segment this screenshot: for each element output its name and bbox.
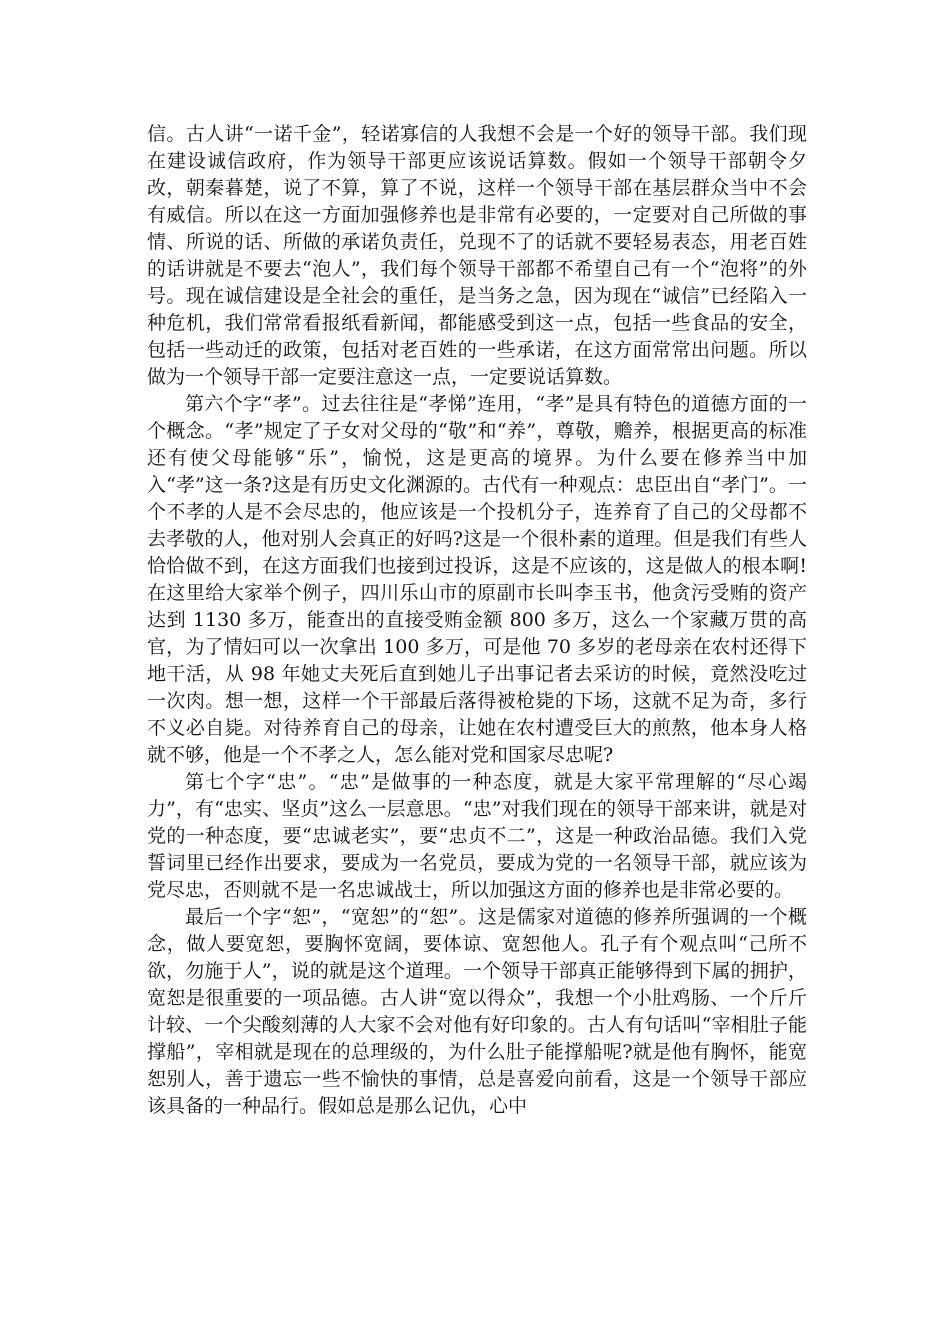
paragraph-filial-piety: 第六个字“孝”。过去往往是“孝悌”连用，“孝”是具有特色的道德方面的一个概念。“孝”规定了子女对父母的“敬”和“养”，尊敬，赡养，根据更高的标准还有使父母能够“乐”，愉悦，这是更高的境界。为什么要在修养当中加入“孝”这一条?这是有历史文化渊源的。古代有一种观点：忠臣出自“孝门”。一个不孝的人是不会尽忠的，他应该是一个投机分子，连养育了自己的父母都不去孝敬的人，他对别人会真正的好吗?这是一个很朴素的道理。但是我们有些人恰恰做不到，在这方面我们也接到过投诉，这是不应该的，这是做人的根本啊!在这里给大家举个例子，四川乐山市的原副市长叫李玉书，他贪污受贿的资产达到 1130 多万，能查出的直接受贿金额 800 多万，这么一个家藏万贯的高官，为了情妇可以一次拿出 100 多万，可是他 70 多岁的老母亲在农村还得下地干活，从 98 年她丈夫死后直到她儿子出事记者去采访的时候，竟然没吃过一次肉。想一想，这样一个干部最后落得被枪毙的下场，这就不足为奇，多行不义必自毙。对待养育自己的母亲，让她在农村遭受巨大的煎熬，他本身人格就不够，他是一个不孝之人，怎么能对党和国家尽忠呢?: [147, 393, 807, 766]
paragraph-loyalty: 第七个字“忠”。“忠”是做事的一种态度，就是大家平常理解的“尽心竭力”，有“忠实、坚贞”这么一层意思。“忠”对我们现在的领导干部来讲，就是对党的一种态度，要“忠诚老实”，要“忠贞不二”，这是一种政治品德。我们入党誓词里已经作出要求，要成为一名党员，要成为党的一名领导干部，就应该为党尽忠，否则就不是一名忠诚战士，所以加强这方面的修养也是非常必要的。: [147, 771, 807, 901]
paragraph-forgiveness: 最后一个字“恕”，“宽恕”的“恕”。这是儒家对道德的修养所强调的一个概念，做人要宽恕，要胸怀宽阔，要体谅、宽恕他人。孔子有个观点叫“己所不欲，勿施于人”，说的就是这个道理。一个领导干部真正能够得到下属的拥护，宽恕是很重要的一项品德。古人讲“宽以得众”，我想一个小肚鸡肠、一个斤斤计较、一个尖酸刻薄的人大家不会对他有好印象的。古人有句话叫“宰相肚子能撑船”，宰相就是现在的总理级的，为什么肚子能撑船呢?就是他有胸怀，能宽恕别人，善于遗忘一些不愉快的事情，总是喜爱向前看，这是一个领导干部应该具备的一种品行。假如总是那么记仇，心中: [147, 906, 807, 1117]
paragraph-honesty: 信。古人讲“一诺千金”，轻诺寡信的人我想不会是一个好的领导干部。我们现在建设诚信政府，作为领导干部更应该说话算数。假如一个领导干部朝令夕改，朝秦暮楚，说了不算，算了不说，这样一个领导干部在基层群众当中不会有威信。所以在这一方面加强修养也是非常有必要的，一定要对自己所做的事情、所说的话、所做的承诺负责任，兑现不了的话就不要轻易表态，用老百姓的话讲就是不要去“泡人”，我们每个领导干部都不希望自己有一个“泡将”的外号。现在诚信建设是全社会的重任，是当务之急，因为现在“诚信”已经陷入一种危机，我们常常看报纸看新闻，都能感受到这一点，包括一些食品的安全，包括一些动迁的政策，包括对老百姓的一些承诺，在这方面常常出问题。所以做为一个领导干部一定要注意这一点，一定要说话算数。: [147, 123, 807, 388]
document-page: [147, 121, 807, 1120]
